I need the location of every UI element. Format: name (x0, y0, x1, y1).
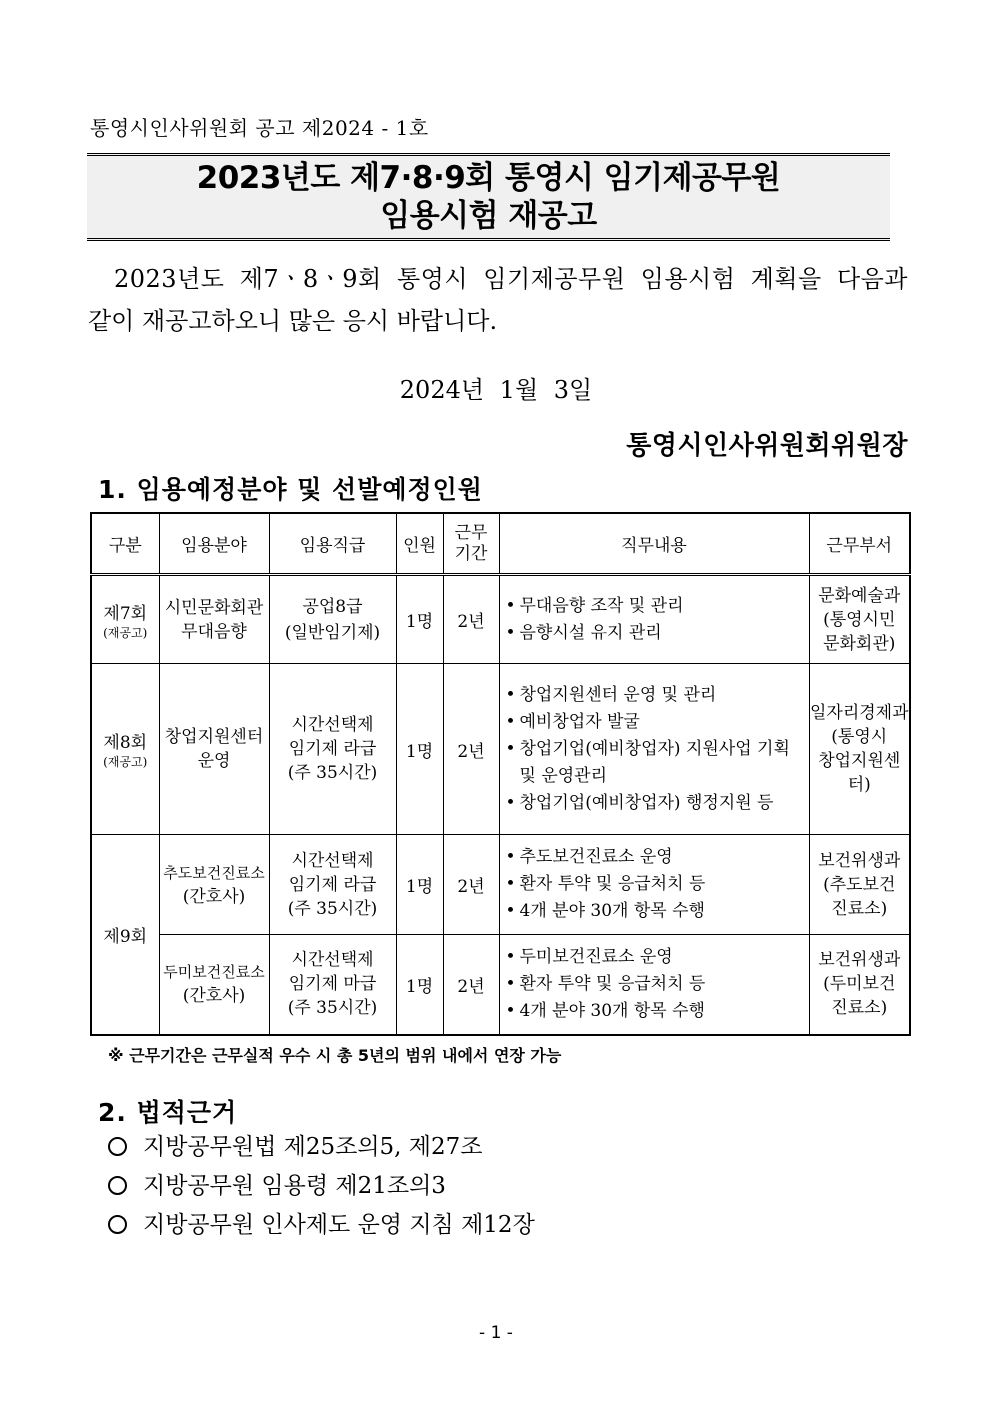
page-title-line1: 2023년도 제7·8·9회 통영시 임기제공무원 (196, 160, 781, 196)
cell-dept (809, 575, 910, 664)
cell-round (91, 835, 159, 1035)
duty-item: • 무대음향 조작 및 관리 (506, 593, 805, 620)
dept-line: (추도보건 (823, 874, 896, 895)
cell-grade (269, 835, 396, 935)
grade-line: 시간선택제 (291, 715, 374, 735)
col-header-dept: 근무부서 (809, 513, 910, 575)
cell-grade (269, 664, 396, 835)
round-note: (재공고) (103, 625, 148, 640)
dept-line: 진료소) (831, 898, 888, 919)
grade-line: 공업8급 (302, 596, 363, 617)
cell-field (159, 575, 269, 664)
cell-duties (499, 664, 809, 835)
intro-paragraph (88, 258, 908, 342)
round-label: 제7회 (103, 603, 148, 624)
field-line: 추도보건진료소 (163, 863, 265, 882)
grade-line: (일반임기제) (284, 622, 381, 643)
field-line: 창업지원센터 (164, 727, 264, 747)
cell-period: 2년 (443, 935, 499, 1035)
cell-count: 1명 (396, 835, 443, 935)
recruitment-table (90, 512, 911, 1036)
field-line: (간호사) (182, 886, 246, 907)
round-label: 제8회 (103, 733, 148, 753)
grade-line: (주 35시간) (287, 763, 378, 783)
grade-line: 임기제 라급 (288, 874, 377, 895)
cell-period: 2년 (443, 664, 499, 835)
legal-basis-item (108, 1167, 535, 1206)
duty-item: • 예비창업자 발굴 (506, 709, 805, 736)
col-header-grade: 임용직급 (269, 513, 396, 575)
title-box (87, 153, 890, 241)
col-header-count: 인원 (396, 513, 443, 575)
field-line: 시민문화회관 (164, 597, 264, 618)
dept-line: 창업지원센터) (818, 751, 901, 795)
field-line: 운영 (197, 751, 231, 771)
circle-bullet-icon (108, 1215, 127, 1234)
dept-line: 보건위생과 (818, 950, 901, 971)
cell-field (159, 835, 269, 935)
table-row (91, 935, 910, 1035)
table-row (91, 835, 910, 935)
round-label: 제9회 (103, 926, 148, 947)
legal-basis-item (108, 1206, 535, 1245)
duty-item: • 환자 투약 및 응급처치 등 (506, 971, 805, 998)
table-row (91, 575, 910, 664)
col-header-period-1: 근무 (454, 522, 488, 543)
duty-item: • 창업지원센터 운영 및 관리 (506, 682, 805, 709)
col-header-period-2: 기간 (454, 543, 488, 564)
round-note: (재공고) (103, 755, 148, 769)
grade-line: 시간선택제 (291, 850, 374, 871)
legal-basis-list (108, 1128, 535, 1245)
cell-field (159, 935, 269, 1035)
duty-item: • 4개 분야 30개 항목 수행 (506, 898, 805, 925)
dept-line: (두미보건 (823, 974, 896, 995)
duty-item: • 창업기업(예비창업자) 행정지원 등 (506, 790, 805, 817)
grade-line: 임기제 마급 (288, 974, 377, 995)
duty-item: • 4개 분야 30개 항목 수행 (506, 998, 805, 1025)
cell-grade (269, 935, 396, 1035)
col-header-period (443, 513, 499, 575)
dept-line: (통영시민 (823, 609, 896, 630)
grade-line: 임기제 라급 (288, 739, 377, 759)
cell-grade (269, 575, 396, 664)
circle-bullet-icon (108, 1176, 127, 1195)
cell-duties (499, 575, 809, 664)
dept-line: (통영시 (831, 727, 888, 747)
col-header-field: 임용분야 (159, 513, 269, 575)
cell-field (159, 664, 269, 835)
cell-count: 1명 (396, 935, 443, 1035)
field-line: (간호사) (182, 986, 246, 1007)
page-title-line2: 임용시험 재공고 (380, 198, 597, 234)
grade-line: (주 35시간) (287, 898, 378, 919)
page-number: - 1 - (479, 1323, 513, 1343)
table-footnote: ※ 근무기간은 근무실적 우수 시 총 5년의 범위 내에서 연장 가능 (108, 1046, 562, 1065)
announcement-date: 2024년 1월 3일 (399, 376, 593, 404)
cell-round (91, 664, 159, 835)
legal-basis-text: 지방공무원 임용령 제21조의3 (143, 1173, 446, 1199)
section2-heading: 2. 법적근거 (98, 1098, 238, 1127)
duty-item: • 창업기업(예비창업자) 지원사업 기획 및 운영관리 (506, 736, 805, 790)
duty-item: • 환자 투약 및 응급처치 등 (506, 871, 805, 898)
col-header-round: 구분 (91, 513, 159, 575)
dept-line: 문화회관) (823, 633, 896, 654)
cell-duties (499, 935, 809, 1035)
cell-period: 2년 (443, 835, 499, 935)
circle-bullet-icon (108, 1137, 127, 1156)
table-row (91, 664, 910, 835)
table-header-row (91, 513, 910, 575)
duty-item: • 추도보건진료소 운영 (506, 844, 805, 871)
cell-count: 1명 (396, 575, 443, 664)
intro-line1: 2023년도 제7ㆍ8ㆍ9회 통영시 임기제공무원 임용시험 계획을 다음과 (114, 265, 908, 293)
grade-line: (주 35시간) (287, 998, 378, 1019)
dept-line: 일자리경제과 (809, 703, 909, 723)
signer: 통영시인사위원회위원장 (626, 431, 908, 461)
col-header-duties: 직무내용 (499, 513, 809, 575)
field-line: 두미보건진료소 (163, 963, 265, 982)
field-line: 무대음향 (181, 621, 247, 642)
duty-item: • 두미보건진료소 운영 (506, 944, 805, 971)
intro-line2: 같이 재공고하오니 많은 응시 바랍니다. (88, 307, 498, 335)
legal-basis-text: 지방공무원법 제25조의5, 제27조 (143, 1134, 483, 1160)
cell-round (91, 575, 159, 664)
legal-basis-item (108, 1128, 535, 1167)
cell-dept (809, 835, 910, 935)
cell-duties (499, 835, 809, 935)
dept-line: 진료소) (831, 998, 888, 1019)
cell-period: 2년 (443, 575, 499, 664)
notice-number: 통영시인사위원회 공고 제2024 - 1호 (90, 116, 429, 140)
grade-line: 시간선택제 (291, 950, 374, 971)
cell-dept (809, 664, 910, 835)
dept-line: 보건위생과 (818, 850, 901, 871)
dept-line: 문화예술과 (818, 585, 901, 606)
section1-heading: 1. 임용예정분야 및 선발예정인원 (98, 475, 483, 504)
cell-dept (809, 935, 910, 1035)
cell-count: 1명 (396, 664, 443, 835)
legal-basis-text: 지방공무원 인사제도 운영 지침 제12장 (143, 1212, 535, 1238)
duty-item: • 음향시설 유지 관리 (506, 620, 805, 647)
